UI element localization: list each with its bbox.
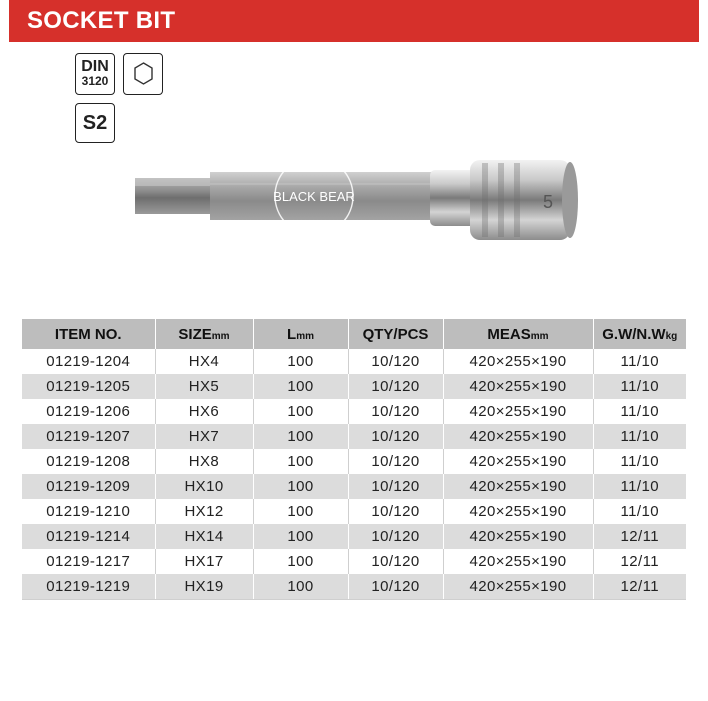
cell-meas: 420×255×190 [443, 499, 593, 524]
column-header-label: SIZE [178, 325, 212, 343]
page-title: SOCKET BIT [27, 7, 176, 34]
cell-length: 100 [253, 449, 348, 474]
hex-drive-badge [123, 53, 163, 95]
cell-qty-pcs: 10/120 [348, 524, 443, 549]
cell-weight: 11/10 [593, 374, 686, 399]
cell-qty-pcs: 10/120 [348, 499, 443, 524]
table-row [22, 574, 686, 600]
table-header-row [22, 319, 686, 349]
cell-size: HX12 [155, 499, 253, 524]
cell-meas: 420×255×190 [443, 474, 593, 499]
table-body [22, 349, 686, 600]
cell-size: HX4 [155, 349, 253, 374]
cell-weight: 11/10 [593, 424, 686, 449]
cell-item-no: 01219-1204 [22, 349, 155, 374]
column-header-label: ITEM NO. [54, 325, 122, 343]
cell-meas: 420×255×190 [443, 524, 593, 549]
cell-size: HX14 [155, 524, 253, 549]
column-header-label: MEAS [487, 325, 531, 343]
material-badge [75, 103, 115, 143]
cell-size: HX10 [155, 474, 253, 499]
cell-meas: 420×255×190 [443, 374, 593, 399]
cell-qty-pcs: 10/120 [348, 349, 443, 374]
cell-weight: 12/11 [593, 549, 686, 574]
cell-meas: 420×255×190 [443, 549, 593, 574]
cell-item-no: 01219-1210 [22, 499, 155, 524]
cell-size: HX5 [155, 374, 253, 399]
cell-meas: 420×255×190 [443, 399, 593, 424]
specification-table [22, 319, 686, 600]
table-row [22, 424, 686, 449]
cell-meas: 420×255×190 [443, 349, 593, 374]
cell-item-no: 01219-1207 [22, 424, 155, 449]
cell-length: 100 [253, 349, 348, 374]
table-row [22, 499, 686, 524]
column-header-size [155, 319, 253, 349]
cell-item-no: 01219-1217 [22, 549, 155, 574]
column-header-item-no [22, 319, 155, 349]
cell-length: 100 [253, 399, 348, 424]
cell-length: 100 [253, 374, 348, 399]
cell-meas: 420×255×190 [443, 424, 593, 449]
column-header-meas [443, 319, 593, 349]
column-header-unit: mm [296, 330, 314, 342]
column-header-weight [593, 319, 686, 349]
cell-qty-pcs: 10/120 [348, 374, 443, 399]
cell-weight: 11/10 [593, 349, 686, 374]
din-number: 3120 [81, 74, 109, 88]
column-header-label: QTY/PCS [362, 325, 429, 343]
column-header-unit: mm [211, 330, 230, 342]
cell-size: HX6 [155, 399, 253, 424]
cell-weight: 11/10 [593, 499, 686, 524]
table-row [22, 549, 686, 574]
cell-qty-pcs: 10/120 [348, 399, 443, 424]
table-row [22, 374, 686, 399]
cell-item-no: 01219-1209 [22, 474, 155, 499]
column-header-unit: mm [530, 330, 549, 342]
table-row [22, 349, 686, 374]
cell-item-no: 01219-1206 [22, 399, 155, 424]
column-header-label: L [287, 325, 297, 343]
column-header-label: G.W/N.W [602, 325, 666, 343]
cell-size: HX17 [155, 549, 253, 574]
cell-size: HX19 [155, 574, 253, 600]
cell-size: HX8 [155, 449, 253, 474]
cell-length: 100 [253, 574, 348, 600]
cell-qty-pcs: 10/120 [348, 549, 443, 574]
title-banner [9, 0, 699, 42]
material-label: S2 [82, 112, 108, 134]
cell-item-no: 01219-1219 [22, 574, 155, 600]
cell-item-no: 01219-1214 [22, 524, 155, 549]
cell-length: 100 [253, 474, 348, 499]
cell-qty-pcs: 10/120 [348, 474, 443, 499]
cell-qty-pcs: 10/120 [348, 449, 443, 474]
table-row [22, 449, 686, 474]
cell-item-no: 01219-1208 [22, 449, 155, 474]
din-standard-badge [75, 53, 115, 95]
cell-weight: 11/10 [593, 399, 686, 424]
cell-weight: 11/10 [593, 449, 686, 474]
cell-length: 100 [253, 499, 348, 524]
cell-length: 100 [253, 524, 348, 549]
socket-marking: 5 [542, 192, 554, 212]
cell-meas: 420×255×190 [443, 574, 593, 600]
hexagon-icon [125, 54, 162, 93]
column-header-length [253, 319, 348, 349]
cell-qty-pcs: 10/120 [348, 574, 443, 600]
cell-item-no: 01219-1205 [22, 374, 155, 399]
socket-collar [430, 170, 475, 226]
cell-meas: 420×255×190 [443, 449, 593, 474]
cell-weight: 12/11 [593, 574, 686, 600]
cell-length: 100 [253, 549, 348, 574]
cell-size: HX7 [155, 424, 253, 449]
din-label: DIN [81, 58, 109, 75]
table-row [22, 399, 686, 424]
cell-weight: 11/10 [593, 474, 686, 499]
cell-weight: 12/11 [593, 524, 686, 549]
socket-bit-image [130, 150, 600, 250]
column-header-unit: kg [665, 330, 678, 342]
column-header-qty-pcs [348, 319, 443, 349]
cell-qty-pcs: 10/120 [348, 424, 443, 449]
brand-text: BLACK BEAR [273, 189, 355, 204]
table-row [22, 474, 686, 499]
cell-length: 100 [253, 424, 348, 449]
table-row [22, 524, 686, 549]
